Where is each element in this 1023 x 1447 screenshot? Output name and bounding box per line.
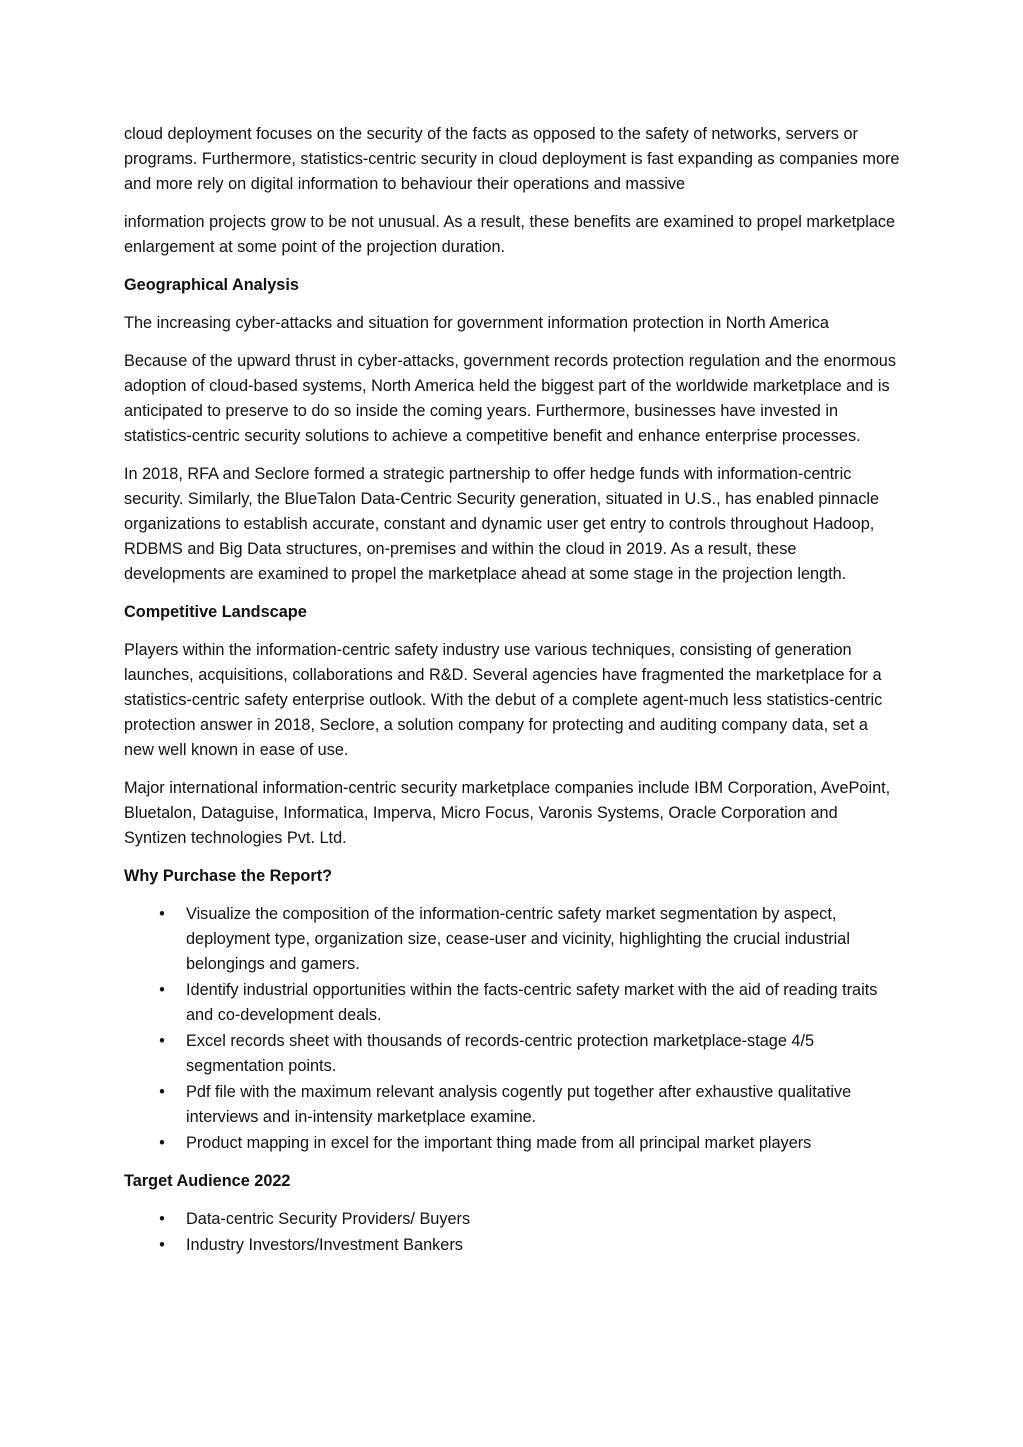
bullet-icon: • xyxy=(159,1032,165,1050)
paragraph-information-projects: information projects grow to be not unusual. As a result, these benefits are examined to propel marketplace enlargement at some point of the projection duration. xyxy=(124,213,896,256)
bullet-icon: • xyxy=(159,1236,165,1254)
list-item xyxy=(124,1131,900,1156)
heading-competitive-landscape: Competitive Landscape xyxy=(124,603,307,621)
list-item xyxy=(124,1029,900,1079)
bullet-icon: • xyxy=(159,1210,165,1228)
list-item-text: Visualize the composition of the information-centric safety market segmentation by aspect, deployment type, organization size, cease-user and vicinity, highlighting the crucial industrial belongings and gamers. xyxy=(186,905,850,973)
paragraph-cloud-deployment: cloud deployment focuses on the security of the facts as opposed to the safety of networks, servers or programs. Furthermore, statistics-centric security in cloud deployment is fast expanding as companies more and more rely on digital information to behaviour their operations and massive xyxy=(124,125,900,193)
list-item xyxy=(124,1080,900,1130)
list-item xyxy=(124,1207,900,1232)
list-item-text: Industry Investors/Investment Bankers xyxy=(186,1236,463,1254)
paragraph-upward-thrust: Because of the upward thrust in cyber-attacks, government records protection regulation and the enormous adoption of cloud-based systems, North America held the biggest part of the worldwide marketplace and is anticipated to preserve to do so inside the coming years. Furthermore, businesses have invested in statistics-centric security solutions to achieve a competitive benefit and enhance enterprise processes. xyxy=(124,352,896,445)
heading-target-audience: Target Audience 2022 xyxy=(124,1172,291,1190)
paragraph-cyber-attacks-north-america: The increasing cyber-attacks and situation for government information protection in North America xyxy=(124,314,829,332)
list-item-text: Identify industrial opportunities within the facts-centric safety market with the aid of reading traits and co-development deals. xyxy=(186,981,878,1024)
bullet-icon: • xyxy=(159,1083,165,1101)
list-item-text: Excel records sheet with thousands of records-centric protection marketplace-stage 4/5 segmentation points. xyxy=(186,1032,815,1075)
list-item-text: Data-centric Security Providers/ Buyers xyxy=(186,1210,471,1228)
list-item-text: Pdf file with the maximum relevant analysis cogently put together after exhaustive qualitative interviews and in-intensity marketplace examine. xyxy=(186,1083,852,1126)
list-item xyxy=(124,1233,900,1258)
paragraph-major-companies: Major international information-centric security marketplace companies include IBM Corporation, AvePoint, Bluetalon, Dataguise, Informatica, Imperva, Micro Focus, Varonis Systems, Oracle Corporation and Syntizen technologies Pvt. Ltd. xyxy=(124,779,891,847)
why-purchase-list xyxy=(124,902,900,1156)
list-item-text: Product mapping in excel for the important thing made from all principal market players xyxy=(186,1134,812,1152)
bullet-icon: • xyxy=(159,1134,165,1152)
document-page xyxy=(124,122,900,1271)
heading-geographical-analysis: Geographical Analysis xyxy=(124,276,299,294)
list-item xyxy=(124,978,900,1028)
list-item xyxy=(124,902,900,977)
paragraph-rfa-seclore: In 2018, RFA and Seclore formed a strategic partnership to offer hedge funds with information-centric security. Similarly, the BlueTalon Data-Centric Security generation, situated in U.S., has enabled pinnacle organizations to establish accurate, constant and dynamic user get entry to controls throughout Hadoop, RDBMS and Big Data structures, on-premises and within the cloud in 2019. As a result, these developments are examined to propel the marketplace ahead at some stage in the projection length. xyxy=(124,465,880,583)
heading-why-purchase: Why Purchase the Report? xyxy=(124,867,333,885)
paragraph-players: Players within the information-centric safety industry use various techniques, consisting of generation launches, acquisitions, collaborations and R&D. Several agencies have fragmented the marketplace for a statistics-centric safety enterprise outlook. With the debut of a complete agent-much less statistics-centric protection answer in 2018, Seclore, a solution company for protecting and auditing company data, set a new well known in ease of use. xyxy=(124,641,883,759)
bullet-icon: • xyxy=(159,981,165,999)
target-audience-list xyxy=(124,1207,900,1258)
bullet-icon: • xyxy=(159,905,165,923)
